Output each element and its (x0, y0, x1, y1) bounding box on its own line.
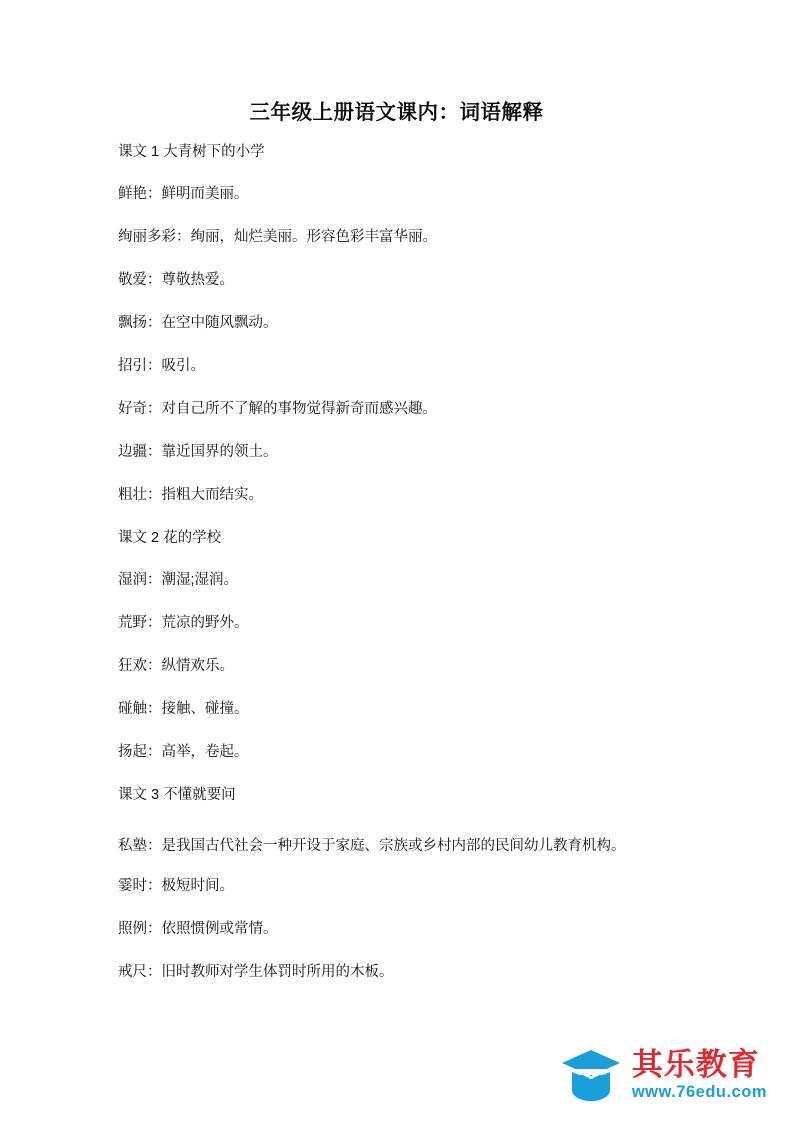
vocabulary-entry: 好奇：对自己所不了解的事物觉得新奇而感兴趣。 (118, 401, 437, 417)
vocabulary-entry: 霎时：极短时间。 (118, 877, 234, 894)
watermark-logo (560, 1046, 767, 1104)
vocabulary-entry: 飘扬：在空中随风飘动。 (118, 315, 278, 332)
watermark-brand: 其乐教育 (631, 1047, 760, 1083)
vocabulary-entry: 敬爱：尊敬热爱。 (118, 272, 234, 289)
vocabulary-entry: 边疆：靠近国界的领土。 (118, 443, 278, 460)
vocabulary-entry: 招引：吸引。 (118, 358, 205, 375)
vocabulary-entry: 扬起：高举，卷起。 (118, 743, 249, 760)
lesson-heading-1: 课文 1 大青树下的小学 (118, 144, 265, 160)
graduation-cap-icon (560, 1046, 622, 1104)
vocabulary-entry: 荒野：荒凉的野外。 (118, 615, 249, 632)
vocabulary-entry: 私塾：是我国古代社会一种开设于家庭、宗族或乡村内部的民间幼儿教育机构。 (118, 838, 626, 855)
vocabulary-entry: 绚丽多彩：绚丽，灿烂美丽。形容色彩丰富华丽。 (118, 229, 437, 246)
page-title: 三年级上册语文课内：词语解释 (249, 101, 544, 124)
watermark-text (632, 1049, 767, 1101)
watermark-url: www.76edu.com (631, 1083, 767, 1102)
vocabulary-entry: 狂欢：纵情欢乐。 (118, 658, 234, 674)
vocabulary-entry: 粗壮：指粗大而结实。 (118, 486, 263, 503)
vocabulary-entry: 照例：依照惯例或常情。 (118, 920, 278, 937)
vocabulary-entry: 鲜艳：鲜明而美丽。 (118, 186, 249, 203)
vocabulary-entry: 湿润：潮湿;湿润。 (118, 572, 239, 589)
vocabulary-entry: 碰触：接触、碰撞。 (118, 700, 249, 717)
lesson-heading-2: 课文 2 花的学校 (118, 529, 222, 546)
lesson-heading-3: 课文 3 不懂就要问 (118, 786, 236, 803)
vocabulary-entry: 戒尺：旧时教师对学生体罚时所用的木板。 (118, 963, 394, 980)
